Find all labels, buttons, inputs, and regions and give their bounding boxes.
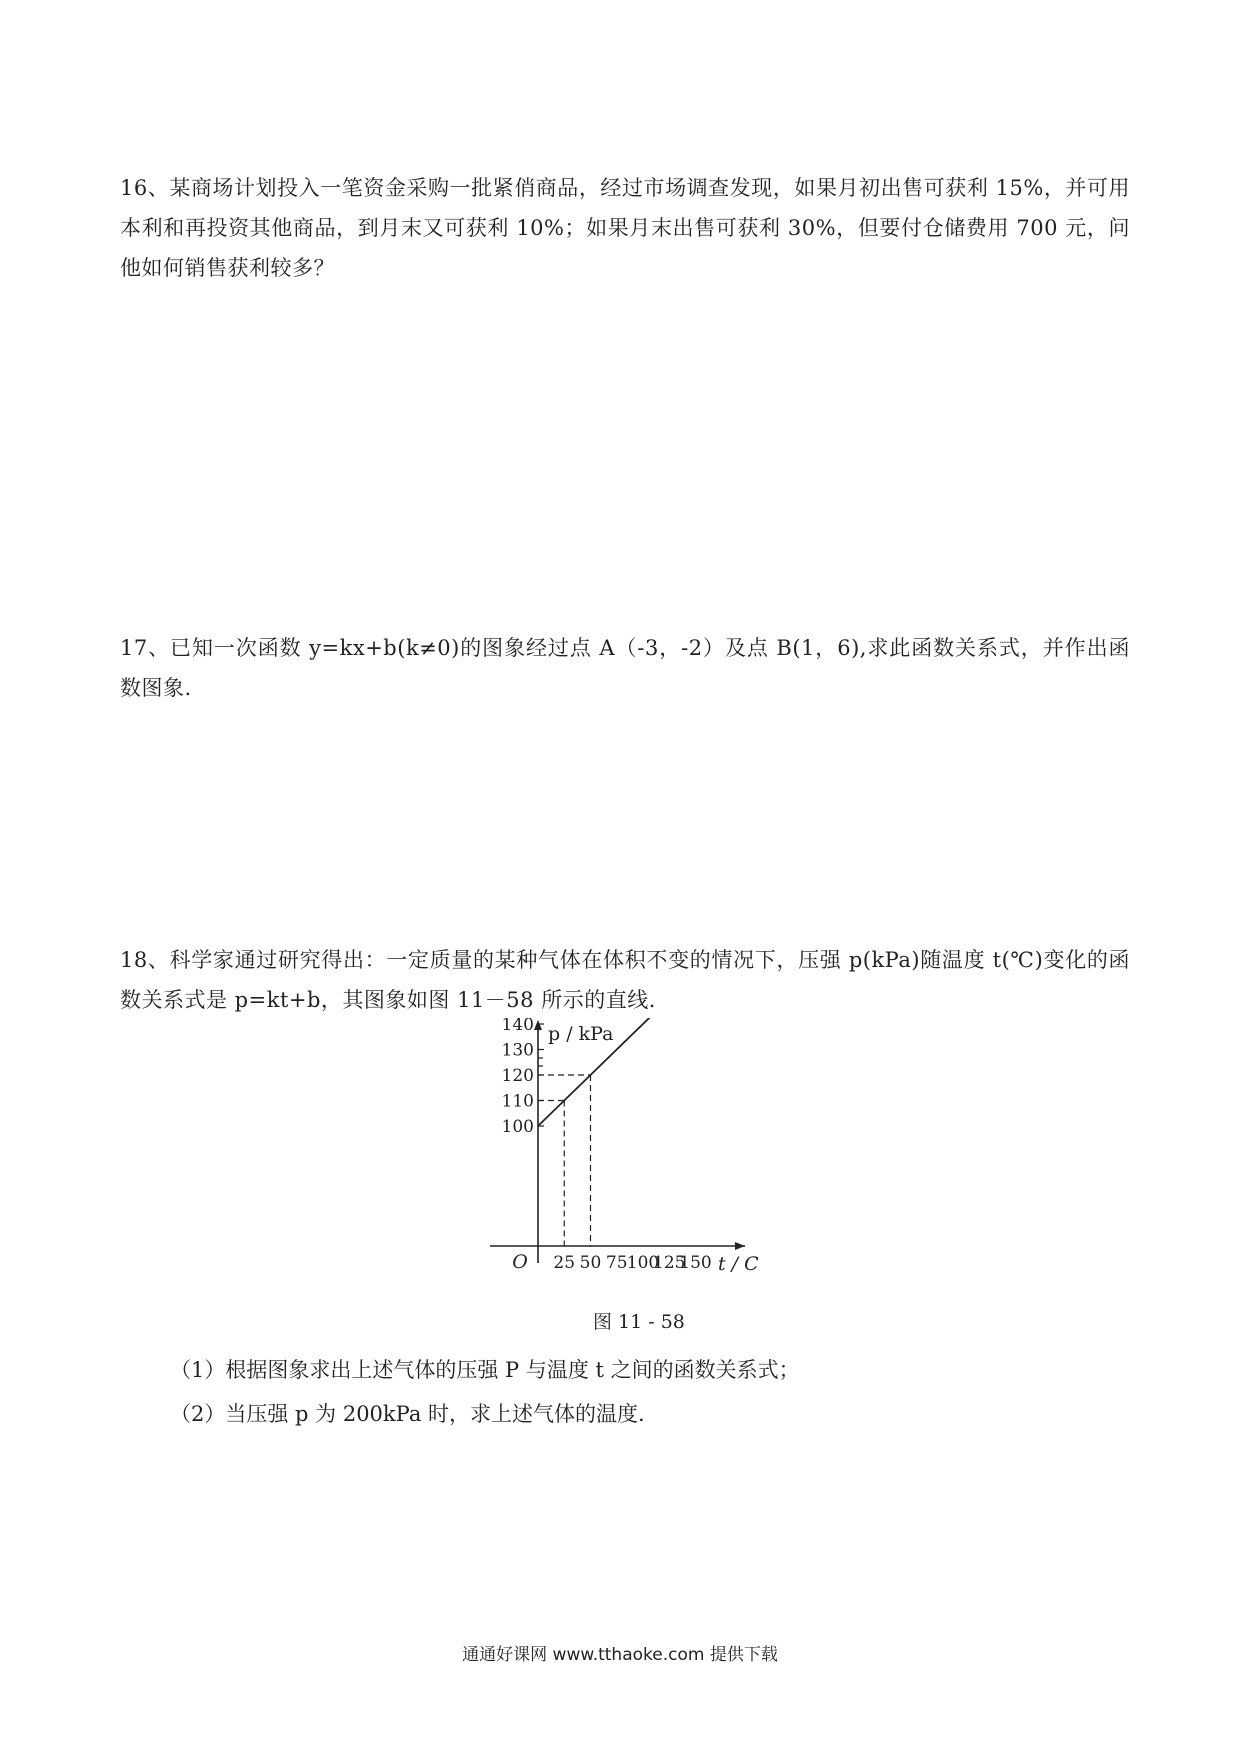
y-axis-arrow — [534, 1020, 542, 1030]
question-18: 18、科学家通过研究得出：一定质量的某种气体在体积不变的情况下，压强 p(kPa)随温度 t(℃)变化的函数关系式是 p=kt+b，其图象如图 11－58 所示的直线. — [120, 948, 1130, 1012]
y-axis-label: p / kPa — [548, 1023, 614, 1045]
y-tick-label: 140 — [501, 1018, 534, 1035]
x-tick-label: 125 — [653, 1253, 686, 1273]
figure-caption: 图 11 - 58 — [593, 1311, 685, 1333]
y-tick-label: 120 — [501, 1066, 534, 1086]
x-tick-label: 50 — [579, 1253, 602, 1273]
x-axis-label: t / C — [718, 1253, 759, 1275]
pressure-temperature-chart — [480, 1018, 810, 1288]
sub-question-2: （2）当压强 p 为 200kPa 时，求上述气体的温度. — [170, 1402, 645, 1426]
footer-credit: 通通好课网 www.tthaoke.com 提供下载 — [462, 1645, 778, 1665]
sub-question-1: （1）根据图象求出上述气体的压强 P 与温度 t 之间的函数关系式； — [170, 1358, 800, 1382]
y-tick-label: 130 — [501, 1040, 534, 1061]
x-tick-label: 75 — [605, 1253, 628, 1273]
x-tick-label: 150 — [679, 1253, 712, 1273]
y-tick-label: 100 — [501, 1117, 534, 1137]
x-axis-arrow — [735, 1242, 745, 1250]
x-tick-label: 25 — [553, 1253, 576, 1273]
x-tick-label: 100 — [626, 1253, 660, 1273]
question-16: 16、某商场计划投入一笔资金采购一批紧俏商品，经过市场调查发现，如果月初出售可获利 15%，并可用本利和再投资其他商品，到月末又可获利 10%；如果月末出售可获利 30%，但要付仓储费用 700 元，问他如何销售获利较多？ — [120, 176, 1130, 280]
origin-label: O — [512, 1251, 528, 1273]
question-17: 17、已知一次函数 y=kx+b(k≠0)的图象经过点 A（-3，-2）及点 B(1，6),求此函数关系式，并作出函数图象. — [120, 636, 1130, 700]
y-tick-label: 110 — [501, 1091, 534, 1112]
